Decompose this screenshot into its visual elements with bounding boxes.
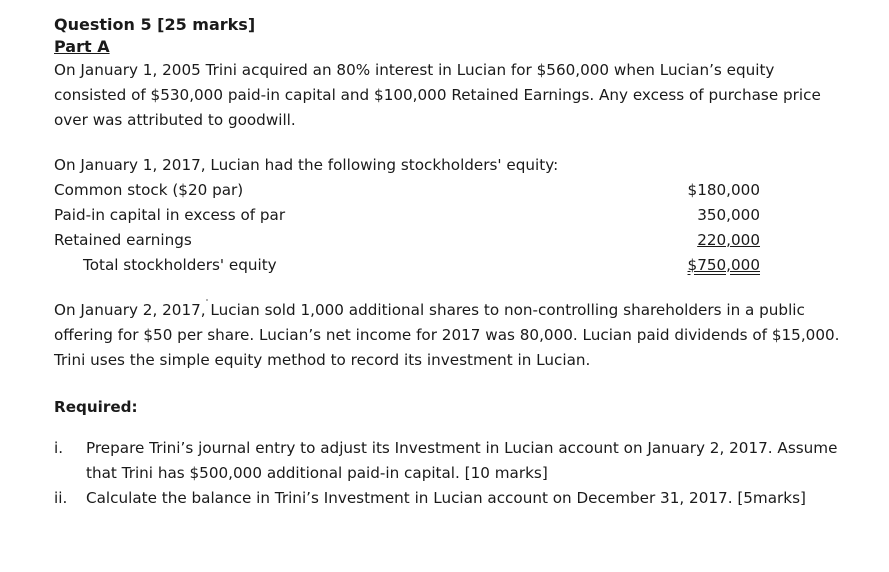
- required-heading: Required:: [54, 398, 138, 416]
- requirement-text: Calculate the balance in Trini’s Investment in Lucian account on December 31, 2017. [5marks]: [86, 489, 806, 507]
- equity-section: [54, 153, 869, 278]
- requirement-text: Prepare Trini’s journal entry to adjust its Investment in Lucian account on January 2, 2017. Assume that Trini has $500,000 additional paid-in capital. [10 marks]: [86, 439, 838, 482]
- question-title: Question 5 [25 marks]: [54, 15, 256, 34]
- stray-mark: [206, 299, 208, 301]
- equity-heading: On January 1, 2017, Lucian had the following stockholders' equity:: [54, 156, 559, 174]
- requirements-list: [54, 436, 869, 511]
- equity-row-common-stock: [54, 178, 869, 203]
- equity-total-amount: $750,000: [687, 256, 760, 274]
- requirement-item: [54, 486, 869, 511]
- requirement-item: [54, 436, 869, 486]
- equity-row-retained-earnings: [54, 228, 869, 253]
- equity-label: Common stock ($20 par): [54, 181, 244, 199]
- equity-amount: $180,000: [687, 181, 760, 199]
- equity-row-paid-in-capital: [54, 203, 869, 228]
- equity-label: Paid-in capital in excess of par: [54, 206, 286, 224]
- transaction-paragraph: On January 2, 2017, Lucian sold 1,000 additional shares to non-controlling shareholders in a public offering for $50 per share. Lucian’s net income for 2017 was 80,000. Lucian paid dividends of $15,000. Trini uses the simple equity method to record its investment in Lucian.: [54, 301, 840, 369]
- equity-label: Retained earnings: [54, 231, 192, 249]
- equity-row-total: [54, 253, 869, 278]
- requirement-number: i.: [54, 439, 64, 457]
- part-heading: Part A: [54, 37, 110, 56]
- equity-amount: 350,000: [697, 206, 760, 224]
- equity-total-label: Total stockholders' equity: [83, 256, 277, 274]
- requirement-number: ii.: [54, 489, 68, 507]
- question-document: [54, 14, 869, 511]
- intro-paragraph: On January 1, 2005 Trini acquired an 80% interest in Lucian for $560,000 when Lucian’s equity consisted of $530,000 paid-in capital and $100,000 Retained Earnings. Any excess of purchase price over was attributed to goodwill.: [54, 61, 821, 129]
- equity-amount: 220,000: [697, 231, 760, 249]
